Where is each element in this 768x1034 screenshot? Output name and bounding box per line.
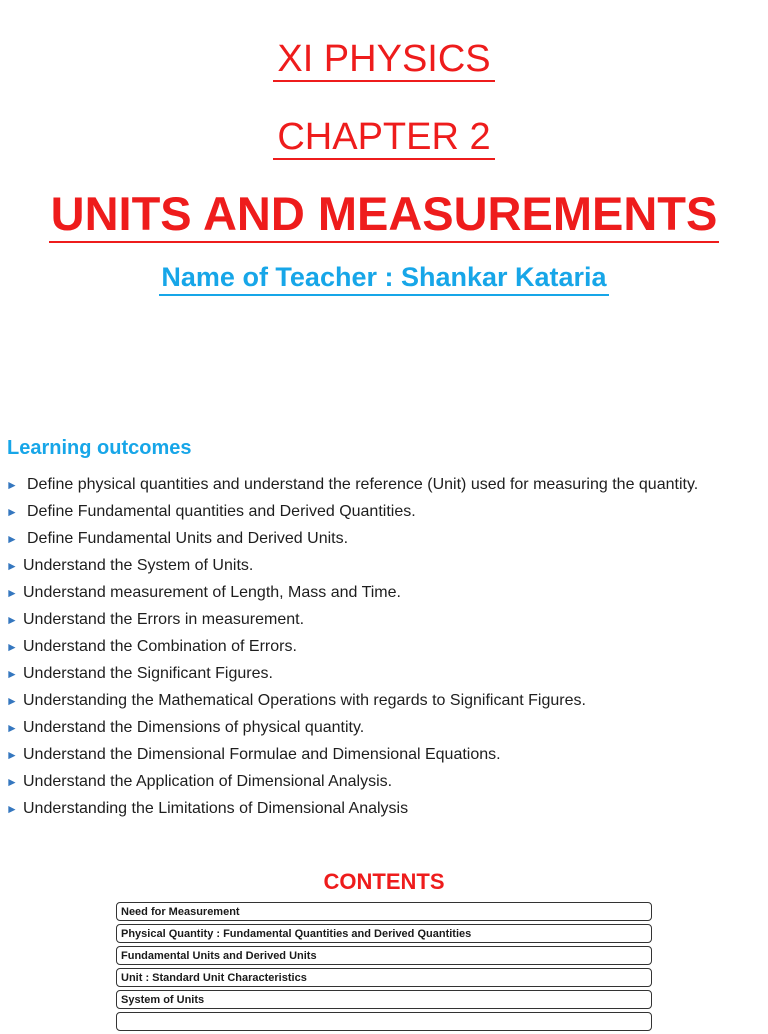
learning-outcome-text: Define physical quantities and understand the reference (Unit) used for measuring the quantity. <box>27 476 699 493</box>
arrow-bullet-icon: ► <box>6 478 18 492</box>
teacher-name-text: Name of Teacher : Shankar Kataria <box>159 264 608 296</box>
arrow-bullet-icon: ► <box>6 721 18 735</box>
learning-outcome-item <box>6 773 726 790</box>
topic-title-text: UNITS AND MEASUREMENTS <box>49 190 720 243</box>
topic-title <box>0 186 768 243</box>
learning-outcome-item <box>6 746 726 763</box>
arrow-bullet-icon: ► <box>6 802 18 816</box>
chapter-title <box>0 116 768 160</box>
learning-outcome-item <box>6 665 726 682</box>
learning-outcome-text: Understand the Combination of Errors. <box>23 638 297 655</box>
contents-row <box>116 1012 652 1031</box>
learning-outcome-text: Understanding the Mathematical Operations with regards to Significant Figures. <box>23 692 586 709</box>
arrow-bullet-icon: ► <box>6 586 18 600</box>
learning-outcome-item <box>6 557 726 574</box>
contents-table <box>116 902 652 1034</box>
learning-outcome-text: Define Fundamental quantities and Derived Quantities. <box>27 503 416 520</box>
arrow-bullet-icon: ► <box>6 775 18 789</box>
course-title <box>0 38 768 82</box>
teacher-name <box>0 262 768 296</box>
arrow-bullet-icon: ► <box>6 748 18 762</box>
arrow-bullet-icon: ► <box>6 694 18 708</box>
arrow-bullet-icon: ► <box>6 640 18 654</box>
learning-outcome-item <box>6 611 726 628</box>
learning-outcome-text: Understand measurement of Length, Mass and Time. <box>23 584 401 601</box>
contents-heading: CONTENTS <box>323 869 445 894</box>
learning-outcome-text: Understand the Significant Figures. <box>23 665 273 682</box>
learning-outcome-text: Understanding the Limitations of Dimensional Analysis <box>23 800 409 817</box>
learning-outcome-text: Define Fundamental Units and Derived Units. <box>27 530 349 547</box>
arrow-bullet-icon: ► <box>6 532 18 546</box>
arrow-bullet-icon: ► <box>6 559 18 573</box>
arrow-bullet-icon: ► <box>6 667 18 681</box>
learning-outcome-item <box>6 503 726 520</box>
learning-outcome-item <box>6 719 726 736</box>
learning-outcome-text: Understand the Dimensions of physical quantity. <box>23 719 365 736</box>
learning-outcomes-list <box>6 476 726 827</box>
learning-outcome-text: Understand the Dimensional Formulae and Dimensional Equations. <box>23 746 501 763</box>
learning-outcome-item <box>6 530 726 547</box>
learning-outcome-text: Understand the Application of Dimensional Analysis. <box>23 773 393 790</box>
learning-outcome-item <box>6 800 726 817</box>
arrow-bullet-icon: ► <box>6 613 18 627</box>
learning-outcomes-heading: Learning outcomes <box>7 437 192 459</box>
contents-row: System of Units <box>116 990 652 1009</box>
contents-row: Unit : Standard Unit Characteristics <box>116 968 652 987</box>
learning-outcome-text: Understand the System of Units. <box>23 557 254 574</box>
learning-outcome-text: Understand the Errors in measurement. <box>23 611 305 628</box>
learning-outcome-item <box>6 584 726 601</box>
course-title-text: XI PHYSICS <box>273 40 494 82</box>
contents-row: Physical Quantity : Fundamental Quantities and Derived Quantities <box>116 924 652 943</box>
learning-outcome-item <box>6 692 726 709</box>
chapter-title-text: CHAPTER 2 <box>273 118 494 160</box>
arrow-bullet-icon: ► <box>6 505 18 519</box>
learning-outcome-item <box>6 476 726 493</box>
contents-row: Fundamental Units and Derived Units <box>116 946 652 965</box>
learning-outcome-item <box>6 638 726 655</box>
contents-row: Need for Measurement <box>116 902 652 921</box>
